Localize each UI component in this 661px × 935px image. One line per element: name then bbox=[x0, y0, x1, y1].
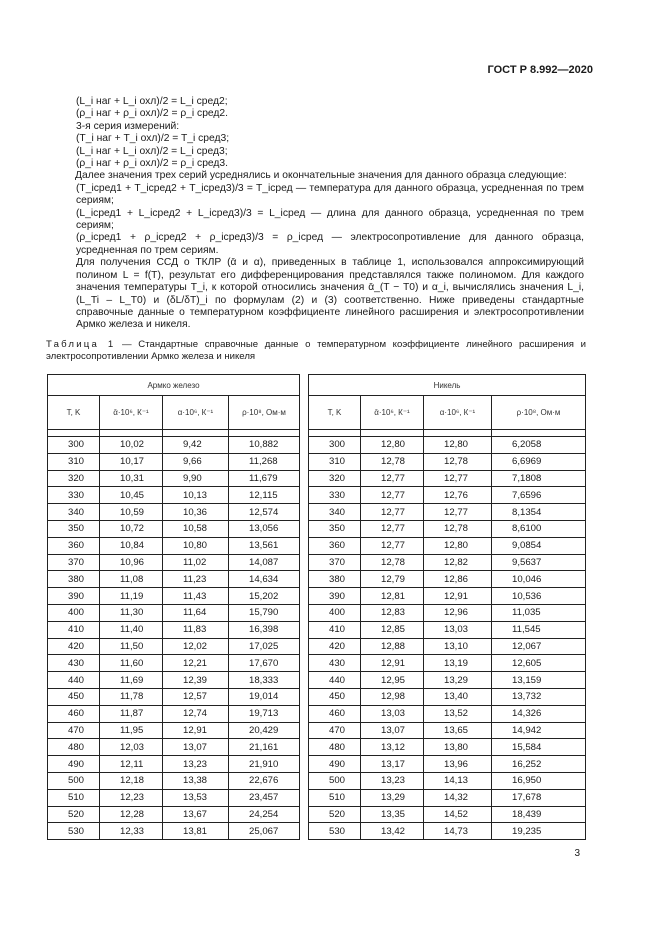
table-cell: 320 bbox=[309, 470, 361, 487]
table-cell: 12,02 bbox=[163, 638, 229, 655]
table-cell: 490 bbox=[309, 756, 361, 773]
table-cell: 10,046 bbox=[492, 571, 586, 588]
table-cell: 12,18 bbox=[100, 772, 163, 789]
table-cell: 12,605 bbox=[492, 655, 586, 672]
table-cell: 14,73 bbox=[424, 823, 492, 840]
table-cell: 510 bbox=[48, 789, 100, 806]
table-cell: 13,19 bbox=[424, 655, 492, 672]
table-cell: 330 bbox=[309, 487, 361, 504]
table-cell: 11,50 bbox=[100, 638, 163, 655]
table-cell: 12,78 bbox=[361, 554, 424, 571]
table-row bbox=[48, 588, 586, 605]
table-cell: 12,91 bbox=[361, 655, 424, 672]
table-cell: 14,32 bbox=[424, 789, 492, 806]
table-cell: 12,96 bbox=[424, 604, 492, 621]
table-cell: 420 bbox=[48, 638, 100, 655]
table-cell: 500 bbox=[309, 772, 361, 789]
table-cell: 13,056 bbox=[229, 520, 300, 537]
column-gap bbox=[300, 554, 309, 571]
table-cell: 370 bbox=[48, 554, 100, 571]
table-row bbox=[48, 470, 586, 487]
column-gap bbox=[300, 604, 309, 621]
table-cell: 12,91 bbox=[163, 722, 229, 739]
table-cell: 13,81 bbox=[163, 823, 229, 840]
table-cell: 10,536 bbox=[492, 588, 586, 605]
table-cell: 390 bbox=[309, 588, 361, 605]
table-cell: 10,13 bbox=[163, 487, 229, 504]
table-cell: 19,014 bbox=[229, 688, 300, 705]
table-cell: 310 bbox=[309, 453, 361, 470]
table-cell: 13,38 bbox=[163, 772, 229, 789]
table-cell: 12,57 bbox=[163, 688, 229, 705]
table-cell: 520 bbox=[309, 806, 361, 823]
table-cell: 11,30 bbox=[100, 604, 163, 621]
table-cell: 17,678 bbox=[492, 789, 586, 806]
table-cell: 17,025 bbox=[229, 638, 300, 655]
formula-line: (T_i наг + T_i охл)/2 = T_i сред3; bbox=[76, 133, 230, 145]
table-cell: 18,439 bbox=[492, 806, 586, 823]
table-cell: 16,252 bbox=[492, 756, 586, 773]
table-cell: 13,67 bbox=[163, 806, 229, 823]
table-cell: 12,79 bbox=[361, 571, 424, 588]
table-row bbox=[48, 756, 586, 773]
table-caption bbox=[46, 339, 586, 363]
table-cell: 14,13 bbox=[424, 772, 492, 789]
table-cell: 12,067 bbox=[492, 638, 586, 655]
table-cell: 310 bbox=[48, 453, 100, 470]
table-cell: 10,96 bbox=[100, 554, 163, 571]
table-cell: 11,19 bbox=[100, 588, 163, 605]
table-cell: 22,676 bbox=[229, 772, 300, 789]
column-gap bbox=[300, 504, 309, 521]
table-cell: 11,95 bbox=[100, 722, 163, 739]
column-gap bbox=[300, 453, 309, 470]
formula-line: (ρ_i наг + ρ_i охл)/2 = ρ_i сред3. bbox=[76, 158, 229, 170]
table-cell: 11,08 bbox=[100, 571, 163, 588]
table-cell: 11,268 bbox=[229, 453, 300, 470]
table-row bbox=[48, 722, 586, 739]
group-header-armco: Армко железо bbox=[48, 375, 300, 396]
formula-line: (L_i наг + L_i охл)/2 = L_i сред2; bbox=[76, 96, 228, 107]
table-cell: 380 bbox=[48, 571, 100, 588]
table-cell: 11,87 bbox=[100, 705, 163, 722]
column-gap bbox=[300, 437, 309, 454]
column-header: α·10⁶, К⁻¹ bbox=[163, 396, 229, 430]
table-cell: 430 bbox=[48, 655, 100, 672]
table-body bbox=[48, 430, 586, 840]
table-row bbox=[48, 823, 586, 840]
column-header: ρ·10⁸, Ом·м bbox=[492, 396, 586, 430]
table-cell: 360 bbox=[48, 537, 100, 554]
table-cell: 18,333 bbox=[229, 672, 300, 689]
table-cell: 11,23 bbox=[163, 571, 229, 588]
table-cell: 410 bbox=[309, 621, 361, 638]
table-cell: 12,78 bbox=[424, 520, 492, 537]
table-row bbox=[48, 672, 586, 689]
page-number: 3 bbox=[574, 848, 580, 859]
table-cell: 13,07 bbox=[361, 722, 424, 739]
table-cell: 13,23 bbox=[163, 756, 229, 773]
table-cell: 11,60 bbox=[100, 655, 163, 672]
table-cell: 12,77 bbox=[424, 470, 492, 487]
column-gap bbox=[300, 571, 309, 588]
table-cell: 23,457 bbox=[229, 789, 300, 806]
table-cell: 430 bbox=[309, 655, 361, 672]
table-cell: 400 bbox=[309, 604, 361, 621]
table-cell: 6,2058 bbox=[492, 437, 586, 454]
table-cell: 12,77 bbox=[361, 537, 424, 554]
table-cell: 19,235 bbox=[492, 823, 586, 840]
table-cell: 11,69 bbox=[100, 672, 163, 689]
table-cell: 12,39 bbox=[163, 672, 229, 689]
column-gap bbox=[300, 739, 309, 756]
table-row bbox=[48, 520, 586, 537]
paragraph: (ρ_iсред1 + ρ_iсред2 + ρ_iсред3)/3 = ρ_iсред — электросопротивление для данного образца, усредненная по трем сериям. bbox=[76, 232, 584, 256]
table-cell: 25,067 bbox=[229, 823, 300, 840]
table-cell: 13,35 bbox=[361, 806, 424, 823]
table-cell: 390 bbox=[48, 588, 100, 605]
table-row bbox=[48, 621, 586, 638]
table-cell: 20,429 bbox=[229, 722, 300, 739]
table-row bbox=[48, 772, 586, 789]
column-gap bbox=[300, 772, 309, 789]
table-row bbox=[48, 789, 586, 806]
spacer-row bbox=[48, 430, 586, 437]
table-cell: 350 bbox=[48, 520, 100, 537]
table-cell: 9,90 bbox=[163, 470, 229, 487]
table-cell: 12,80 bbox=[424, 537, 492, 554]
series-label: 3-я серия измерений: bbox=[76, 120, 180, 132]
table-cell: 13,10 bbox=[424, 638, 492, 655]
table-cell: 470 bbox=[48, 722, 100, 739]
table-cell: 12,82 bbox=[424, 554, 492, 571]
table-cell: 13,03 bbox=[424, 621, 492, 638]
table-row bbox=[48, 437, 586, 454]
column-gap bbox=[300, 806, 309, 823]
table-cell: 16,950 bbox=[492, 772, 586, 789]
table-cell: 500 bbox=[48, 772, 100, 789]
table-cell: 8,1354 bbox=[492, 504, 586, 521]
table-cell: 11,679 bbox=[229, 470, 300, 487]
formula-line: (ρ_i наг + ρ_i охл)/2 = ρ_i сред2. bbox=[76, 108, 229, 120]
table-cell: 12,91 bbox=[424, 588, 492, 605]
table-cell: 400 bbox=[48, 604, 100, 621]
table-cell: 7,6596 bbox=[492, 487, 586, 504]
table-cell: 12,88 bbox=[361, 638, 424, 655]
table-cell: 11,035 bbox=[492, 604, 586, 621]
table-cell: 12,77 bbox=[361, 487, 424, 504]
table-cell: 13,07 bbox=[163, 739, 229, 756]
formula-line: (L_i наг + L_i охл)/2 = L_i сред3; bbox=[76, 145, 228, 157]
table-cell: 12,76 bbox=[424, 487, 492, 504]
table-cell: 340 bbox=[48, 504, 100, 521]
table-cell: 420 bbox=[309, 638, 361, 655]
table-cell: 21,910 bbox=[229, 756, 300, 773]
table-cell: 12,21 bbox=[163, 655, 229, 672]
table-cell: 480 bbox=[48, 739, 100, 756]
data-table bbox=[47, 374, 586, 840]
table-row bbox=[48, 739, 586, 756]
table-cell: 350 bbox=[309, 520, 361, 537]
table-cell: 10,84 bbox=[100, 537, 163, 554]
column-gap bbox=[300, 655, 309, 672]
table-cell: 11,83 bbox=[163, 621, 229, 638]
table-cell: 370 bbox=[309, 554, 361, 571]
table-cell: 12,80 bbox=[424, 437, 492, 454]
table-row bbox=[48, 705, 586, 722]
table-cell: 12,574 bbox=[229, 504, 300, 521]
column-gap bbox=[300, 688, 309, 705]
table-cell: 13,52 bbox=[424, 705, 492, 722]
table-cell: 520 bbox=[48, 806, 100, 823]
group-header-nickel: Никель bbox=[309, 375, 586, 396]
table-row bbox=[48, 806, 586, 823]
table-cell: 530 bbox=[48, 823, 100, 840]
paragraph: (L_iсред1 + L_iсред2 + L_iсред3)/3 = L_iсред — длина для данного образца, усредненная по трем сериям; bbox=[76, 207, 584, 232]
table-cell: 10,882 bbox=[229, 437, 300, 454]
table-cell: 9,5637 bbox=[492, 554, 586, 571]
table-cell: 14,087 bbox=[229, 554, 300, 571]
table-cell: 10,58 bbox=[163, 520, 229, 537]
table-cell: 12,11 bbox=[100, 756, 163, 773]
column-header: α·10⁶, К⁻¹ bbox=[424, 396, 492, 430]
table-cell: 24,254 bbox=[229, 806, 300, 823]
table-cell: 470 bbox=[309, 722, 361, 739]
table-cell: 13,732 bbox=[492, 688, 586, 705]
table-cell: 13,23 bbox=[361, 772, 424, 789]
table-cell: 12,83 bbox=[361, 604, 424, 621]
table-cell: 450 bbox=[309, 688, 361, 705]
table-cell: 13,40 bbox=[424, 688, 492, 705]
table-cell: 480 bbox=[309, 739, 361, 756]
table-cell: 12,78 bbox=[361, 453, 424, 470]
table-cell: 330 bbox=[48, 487, 100, 504]
table-cell: 15,790 bbox=[229, 604, 300, 621]
table-cell: 12,81 bbox=[361, 588, 424, 605]
table-cell: 490 bbox=[48, 756, 100, 773]
table-cell: 19,713 bbox=[229, 705, 300, 722]
table-cell: 340 bbox=[309, 504, 361, 521]
table-cell: 8,6100 bbox=[492, 520, 586, 537]
table-cell: 13,03 bbox=[361, 705, 424, 722]
column-gap bbox=[300, 487, 309, 504]
table-cell: 13,96 bbox=[424, 756, 492, 773]
table-cell: 9,42 bbox=[163, 437, 229, 454]
table-cell: 300 bbox=[309, 437, 361, 454]
table-cell: 12,95 bbox=[361, 672, 424, 689]
table-cell: 13,65 bbox=[424, 722, 492, 739]
table-cell: 12,03 bbox=[100, 739, 163, 756]
column-gap bbox=[300, 537, 309, 554]
table-cell: 12,23 bbox=[100, 789, 163, 806]
column-header: ᾱ·10⁶, К⁻¹ bbox=[100, 396, 163, 430]
table-cell: 12,85 bbox=[361, 621, 424, 638]
table-row bbox=[48, 688, 586, 705]
table-cell: 380 bbox=[309, 571, 361, 588]
table-row bbox=[48, 554, 586, 571]
column-gap bbox=[300, 722, 309, 739]
table-cell: 11,40 bbox=[100, 621, 163, 638]
table-cell: 16,398 bbox=[229, 621, 300, 638]
column-gap bbox=[300, 588, 309, 605]
table-cell: 12,80 bbox=[361, 437, 424, 454]
table-cell: 15,202 bbox=[229, 588, 300, 605]
table-cell: 10,31 bbox=[100, 470, 163, 487]
table-cell: 300 bbox=[48, 437, 100, 454]
table-cell: 12,78 bbox=[424, 453, 492, 470]
table-cell: 410 bbox=[48, 621, 100, 638]
table-caption-label: Таблица 1 bbox=[46, 339, 116, 350]
table-cell: 12,86 bbox=[424, 571, 492, 588]
table-cell: 14,942 bbox=[492, 722, 586, 739]
column-gap bbox=[300, 375, 309, 430]
table-cell: 13,80 bbox=[424, 739, 492, 756]
table-cell: 21,161 bbox=[229, 739, 300, 756]
table-cell: 530 bbox=[309, 823, 361, 840]
table-cell: 10,45 bbox=[100, 487, 163, 504]
table-cell: 10,36 bbox=[163, 504, 229, 521]
column-gap bbox=[300, 789, 309, 806]
table-cell: 13,53 bbox=[163, 789, 229, 806]
column-gap bbox=[300, 638, 309, 655]
table-cell: 13,159 bbox=[492, 672, 586, 689]
column-header: ᾱ·10⁶, К⁻¹ bbox=[361, 396, 424, 430]
table-row bbox=[48, 571, 586, 588]
table-cell: 14,634 bbox=[229, 571, 300, 588]
table-cell: 14,52 bbox=[424, 806, 492, 823]
table-cell: 10,80 bbox=[163, 537, 229, 554]
table-cell: 12,28 bbox=[100, 806, 163, 823]
table-cell: 13,29 bbox=[361, 789, 424, 806]
table-cell: 12,77 bbox=[361, 504, 424, 521]
table-cell: 9,0854 bbox=[492, 537, 586, 554]
table-cell: 13,561 bbox=[229, 537, 300, 554]
column-header: ρ·10⁸, Ом·м bbox=[229, 396, 300, 430]
table-cell: 11,78 bbox=[100, 688, 163, 705]
table-cell: 11,64 bbox=[163, 604, 229, 621]
table-row bbox=[48, 537, 586, 554]
table-cell: 14,326 bbox=[492, 705, 586, 722]
column-header: T, K bbox=[48, 396, 100, 430]
column-gap bbox=[300, 520, 309, 537]
column-gap bbox=[300, 756, 309, 773]
column-gap bbox=[300, 470, 309, 487]
table-cell: 12,98 bbox=[361, 688, 424, 705]
table-cell: 13,12 bbox=[361, 739, 424, 756]
table-cell: 440 bbox=[48, 672, 100, 689]
table-cell: 10,59 bbox=[100, 504, 163, 521]
table-row bbox=[48, 655, 586, 672]
table-cell: 15,584 bbox=[492, 739, 586, 756]
column-gap bbox=[300, 823, 309, 840]
table-cell: 12,77 bbox=[361, 520, 424, 537]
table-row bbox=[48, 638, 586, 655]
table-cell: 7,1808 bbox=[492, 470, 586, 487]
table-cell: 10,02 bbox=[100, 437, 163, 454]
table-cell: 320 bbox=[48, 470, 100, 487]
column-gap bbox=[300, 705, 309, 722]
table-cell: 13,29 bbox=[424, 672, 492, 689]
table-row bbox=[48, 453, 586, 470]
table-cell: 10,17 bbox=[100, 453, 163, 470]
table-cell: 11,545 bbox=[492, 621, 586, 638]
table-cell: 6,6969 bbox=[492, 453, 586, 470]
table-row bbox=[48, 504, 586, 521]
table-cell: 450 bbox=[48, 688, 100, 705]
table-cell: 460 bbox=[48, 705, 100, 722]
column-gap bbox=[300, 672, 309, 689]
paragraph: Далее значения трех серий усреднялись и окончательные значения для данного образца следующие: bbox=[75, 170, 567, 182]
table-cell: 510 bbox=[309, 789, 361, 806]
standard-number: ГОСТ Р 8.992—2020 bbox=[487, 64, 593, 76]
table-row bbox=[48, 604, 586, 621]
column-gap bbox=[300, 621, 309, 638]
table-cell: 10,72 bbox=[100, 520, 163, 537]
table-cell: 17,670 bbox=[229, 655, 300, 672]
table-cell: 440 bbox=[309, 672, 361, 689]
table-cell: 12,77 bbox=[361, 470, 424, 487]
table-cell: 11,02 bbox=[163, 554, 229, 571]
table-row bbox=[48, 487, 586, 504]
table-cell: 360 bbox=[309, 537, 361, 554]
table-cell: 11,43 bbox=[163, 588, 229, 605]
body-text bbox=[76, 96, 584, 332]
table-cell: 13,17 bbox=[361, 756, 424, 773]
paragraph: (T_iсред1 + T_iсред2 + T_iсред3)/3 = T_iсред — температура для данного образца, усредненная по трем сериям; bbox=[76, 182, 584, 207]
table-cell: 12,77 bbox=[424, 504, 492, 521]
table-cell: 12,115 bbox=[229, 487, 300, 504]
table-cell: 12,74 bbox=[163, 705, 229, 722]
column-header: T, K bbox=[309, 396, 361, 430]
table-cell: 12,33 bbox=[100, 823, 163, 840]
table-caption-text: — Стандартные справочные данные о температурном коэффициенте линейного расширения и электросопротивлении Армко железа и никеля bbox=[46, 339, 586, 362]
table-cell: 460 bbox=[309, 705, 361, 722]
table-cell: 9,66 bbox=[163, 453, 229, 470]
paragraph: Для получения ССД о ТКЛР (ᾱ и α), приведенных в таблице 1, использовался аппроксимирующий полином L = f(T), результат его дифференцирования представлялся также полиномом. Для каждого значения температуры T_i, к которой относились значения ᾱ_(T − T0) и α_i, вычислялись значения L_i, (L_Ti – L_T0) и (δL/δT)_i по формулам (2) и (3) соответственно. Ниже приведены стандартные справочные данные о температурном коэффициенте линейного расширения и электросопротивлении Армко железа и никеля. bbox=[76, 257, 584, 331]
table-cell: 13,42 bbox=[361, 823, 424, 840]
